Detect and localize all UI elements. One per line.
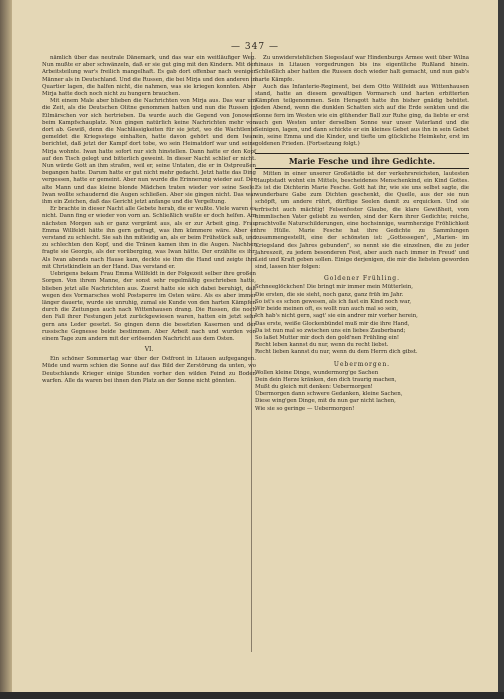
- poem-line: Wie sie so geringe — Uebermorgen!: [255, 405, 355, 412]
- poem-line: Schneeglöckchen! Die bringt mir immer mein Mütterlein,: [255, 284, 413, 291]
- poem-line: Wollen kleine Dinge, wundermorg'ge Sachen: [255, 369, 379, 376]
- section-number: VI.: [144, 346, 154, 354]
- article-paragraph: Mitten in einer unserer Großstädte ist der verkehrsreichsten, lautesten Hauptstadt wohnt ein Mittels, bescheidenes Menschenkind, ein Kind Gottes. Es ist die Dichterin Marie Fesche. Gott hat ihr, wie sie uns selbst sagte, die wunderbare Gabe zum Dichten geschenkt, die Quelle, aus der sie nun schöpft, um andere rührt, dürftige Seelen damit zu erquicken. Und sie erfrischt auch mächtig! Felsenfester Glaube, die klare Gewißheit, vom himmlischen Vater geliebt zu werden, sind der Kern ihrer Gedichte; reiche, prachtvolle Naturschilderungen, eine hochsinnige, warmherzige Fröhlichkeit ihre Hülle. Marie Fesche hat ihre Gedichte zu Sammlungen zusammengestellt, eine der schönsten ist: „Gottessegen", „Marien- im Kriegsland des Jahres gebunden", so nennt sie die einzelnen, die zu jeder Jahreszeit, zu jedem besonderen Fest, aber auch nach immer in Freud' und Leid und Kraft geben sollen. Einige derjenigen, die mir die liebsten geworden sind, lassen hier folgen:: [255, 170, 469, 271]
- poem-line: Diese wing'gen Dinge, mit du nun gar nicht lachen,: [255, 398, 396, 405]
- poem-body: [255, 370, 469, 413]
- poem-line: Recht lieben kannst du nur, wenn du dem Herrn dich gibst.: [255, 349, 418, 356]
- article-heading: Marie Fesche und ihre Gedichte.: [255, 153, 469, 169]
- poem-title: Uebermorgen.: [333, 360, 391, 368]
- story-paragraph: Auch das Infanterie-Regiment, bei dem Otto Willfeldt aus Wittenhausen stand, hatte an diesem gewaltigen Vormarsch und harten erbitterten Kämpfen teilgenommen. Sein Heragott hatte ihn bisher gnädig behütet. Jeden Abend, wenn die dunklen Schatten sich auf die Erde senkten und die Sonne fern im Westen wie ein glühender Ball zur Ruhe ging, da liebte er erst auch gen Westen unter derselben Sonne war unser Vaterland und die Seinigen, lagen, und dann schickte er ein kleines Gebet aus ihn in sein Gebet ein, seine Emma und die Kinder, und tiefte um glückliche Heimkehr, erst im goldenen Frieden. (Fortsetzung folgt.): [255, 83, 469, 148]
- page-number: — 347 —: [231, 42, 279, 52]
- right-column: [255, 55, 469, 413]
- poem-line: Das erste, weiße Glockenbündel muß mir die ihre Hand,: [255, 320, 410, 327]
- poem-line: Mußt du gleich mit denken: Uebermorgen!: [255, 383, 373, 390]
- page-bottom-edge: [0, 692, 504, 699]
- poem-line: Übermorgen dann schwere Gedanken, kleine Sachen,: [255, 391, 403, 398]
- poem-line: So ist's es schon gewesen, als ich fast ein Kind noch war,: [255, 298, 412, 305]
- newspaper-page: [12, 0, 498, 692]
- story-paragraph: Er brachte in dieser Nacht alle Gebete herab, die er wußte. Viele waren es nicht. Dann fing er wieder von vorn an. Schließlich wußte er doch helfen. Am nächsten Morgen sah er ganz vergrämt aus, als er zur Arbeit ging. Frau Emma Willfeldt hätte ihn gern gefragt, was ihm kümmere wäre. Aber er verstand zu schlecht. Sie sah ihn mitleidig an, als er beim Frühstück saß, und zu schlechten den Kopf, und die Tränen kamen ihm in die Augen. Nachher fragte sie Georgis, als der vorüberging, was Iwan hätte. Der erzählte es ihr. Als Iwan abends nach Hause kam, deckte sie ihm die Hand und zeigte ihm mit Christkindlein an der Hand. Das verstand er.: [42, 206, 256, 270]
- story-paragraph: Zu unwiderstehlichen Siegeslauf war Hindenburgs Armee weit über Wilna hinaus in Litauen vorgedrungen bis ins eigentliche Rußland hinein. Schließlich aber hatten die Russen doch wieder halt gemacht, und nun gab's harte Kämpfe.: [255, 55, 469, 83]
- story-paragraph: Ein schöner Sommertag war über der Ostfront in Litauen aufgegangen. Müde und warm schien die Sonne auf das Bild der Zerstörung da unten, wo Deutschlands Krieger einige Stunden vorher den wilden Feind zu Boden warfen. Alle da waren bei ihnen den Platz an der Sonne nicht gönnten.: [42, 356, 256, 384]
- poem-line: Wir beide meinen oft, es wollt nun auch mal so sein,: [255, 306, 399, 313]
- story-paragraph: Uebrigens bekam Frau Emma Willfeldt in der Folgezeit selber ihre großen Sorgen. Von ihrem Manne, der sonst sehr regelmäßig geschrieben hatte, blieben jetzt alle Nachrichten aus. Zuerst hatte sie sich dabei beruhigt, daß wegen des Vormarsches wohl Postsperre im Osten wäre. Als es aber immer länger dauerte, wurde sie unruhig, zumal sie Kunde von den harten Kämpfen durch die Zeitungen auch nach Wittenhausen drang. Die Russen, die noch den Fall ihrer Festungen jetzt zurückgewiesen waren, hatten ein jetzt sehr gern ans Leder gesetzt. So gingen denn die besetzten Kasernen und der russische Gegnesse beide bestimmen. Aber Arbeit nach und wurden von einem Tage zum andern mit der erlösenden Nachricht aus dem Osten.: [42, 271, 256, 342]
- poem-line: Ich hab's nicht gern, sagt' sie ein andrer mir vorher herein,: [255, 313, 418, 320]
- story-paragraph: Mit einem Male aber blieben die Nachrichten von Mirja aus. Das war um die Zeit, als die Deutschen Olitne genommen hatten und nun die Russen in Eilmärschen vor sich hertrieben. Da wurde auch die Gegend von Jonowen beim Kampfschauplatz. Nun gingen natürlich keine Nachrichten mehr von dort ab. Gewiß, denn die Nachlässigkeiten für sie jetzt, wo die Wachtlente gemeldet die Kriegsstege einhalten, hatte davon gehört und dem Iwan berichtet, daß jetzt der Kampf dort tobe, wo sein Heimatdorf war und seine Mirja wohnte. Iwan hatte sofort nur sich hinstellen. Dann hatte er den Kopf auf den Tisch gelegt und bitterlich geweint. In dieser Nacht schlief er nicht. Nun würde Gott an ihm strafen, weil er, seine Untaten, die er in Ostpreußen begangen hatte. Darum hatte er gut nicht mehr gedacht. Jetzt hatte das Ding vergessen, hatte er gemeint. Aber nun wurde die Erinnerung wieder auf. Der alte Mann und das kleine blonde Mädchen traten wieder vor seine Seele. Iwan wollte schaudernd die Augen schließen. Aber sie gingen nicht. Das war ihm ein Zeichen, daß das Gericht jetzt anfange und die Vergeltung.: [42, 98, 256, 206]
- poem-body: [255, 284, 469, 356]
- poem-line: Da ist nun mal so zwischen uns ein liebes Zauberband;: [255, 327, 406, 334]
- story-paragraph: nämlich über das neutrale Dänemark, und das war ein weitläufiger Weg. Nun mußte er aber schwänzeln, daß er sie gut ging mit den Kindern. Mit der Arbeitsteilung war's freilich mangelhaft. Es gab dort offenbar nach weniger Männer als in Deutschland. Und die Russen, die bei Mirja und den anderen in Quartier lagen, die halfen nicht, die nahmen, was sie kriegen konnten. Aber Mirja hatte doch noch nicht zu hungern brauchen.: [42, 55, 256, 98]
- poem-line: Die ersten, die sie sieht, noch ganz, ganz früh im Jahr.: [255, 291, 404, 298]
- poem-title: Goldener Frühling.: [323, 275, 401, 283]
- page-edge-shadow: [0, 0, 12, 699]
- poem-line: Recht leben kannst du nur, wenn du recht liebst.: [255, 342, 389, 349]
- left-column: [42, 55, 256, 385]
- poem-line: So laßet Mutter mir doch den gold'nen Frühling ein!: [255, 334, 400, 341]
- poem-line: Dein dein Herze kränken, den dich traurig machen,: [255, 376, 397, 383]
